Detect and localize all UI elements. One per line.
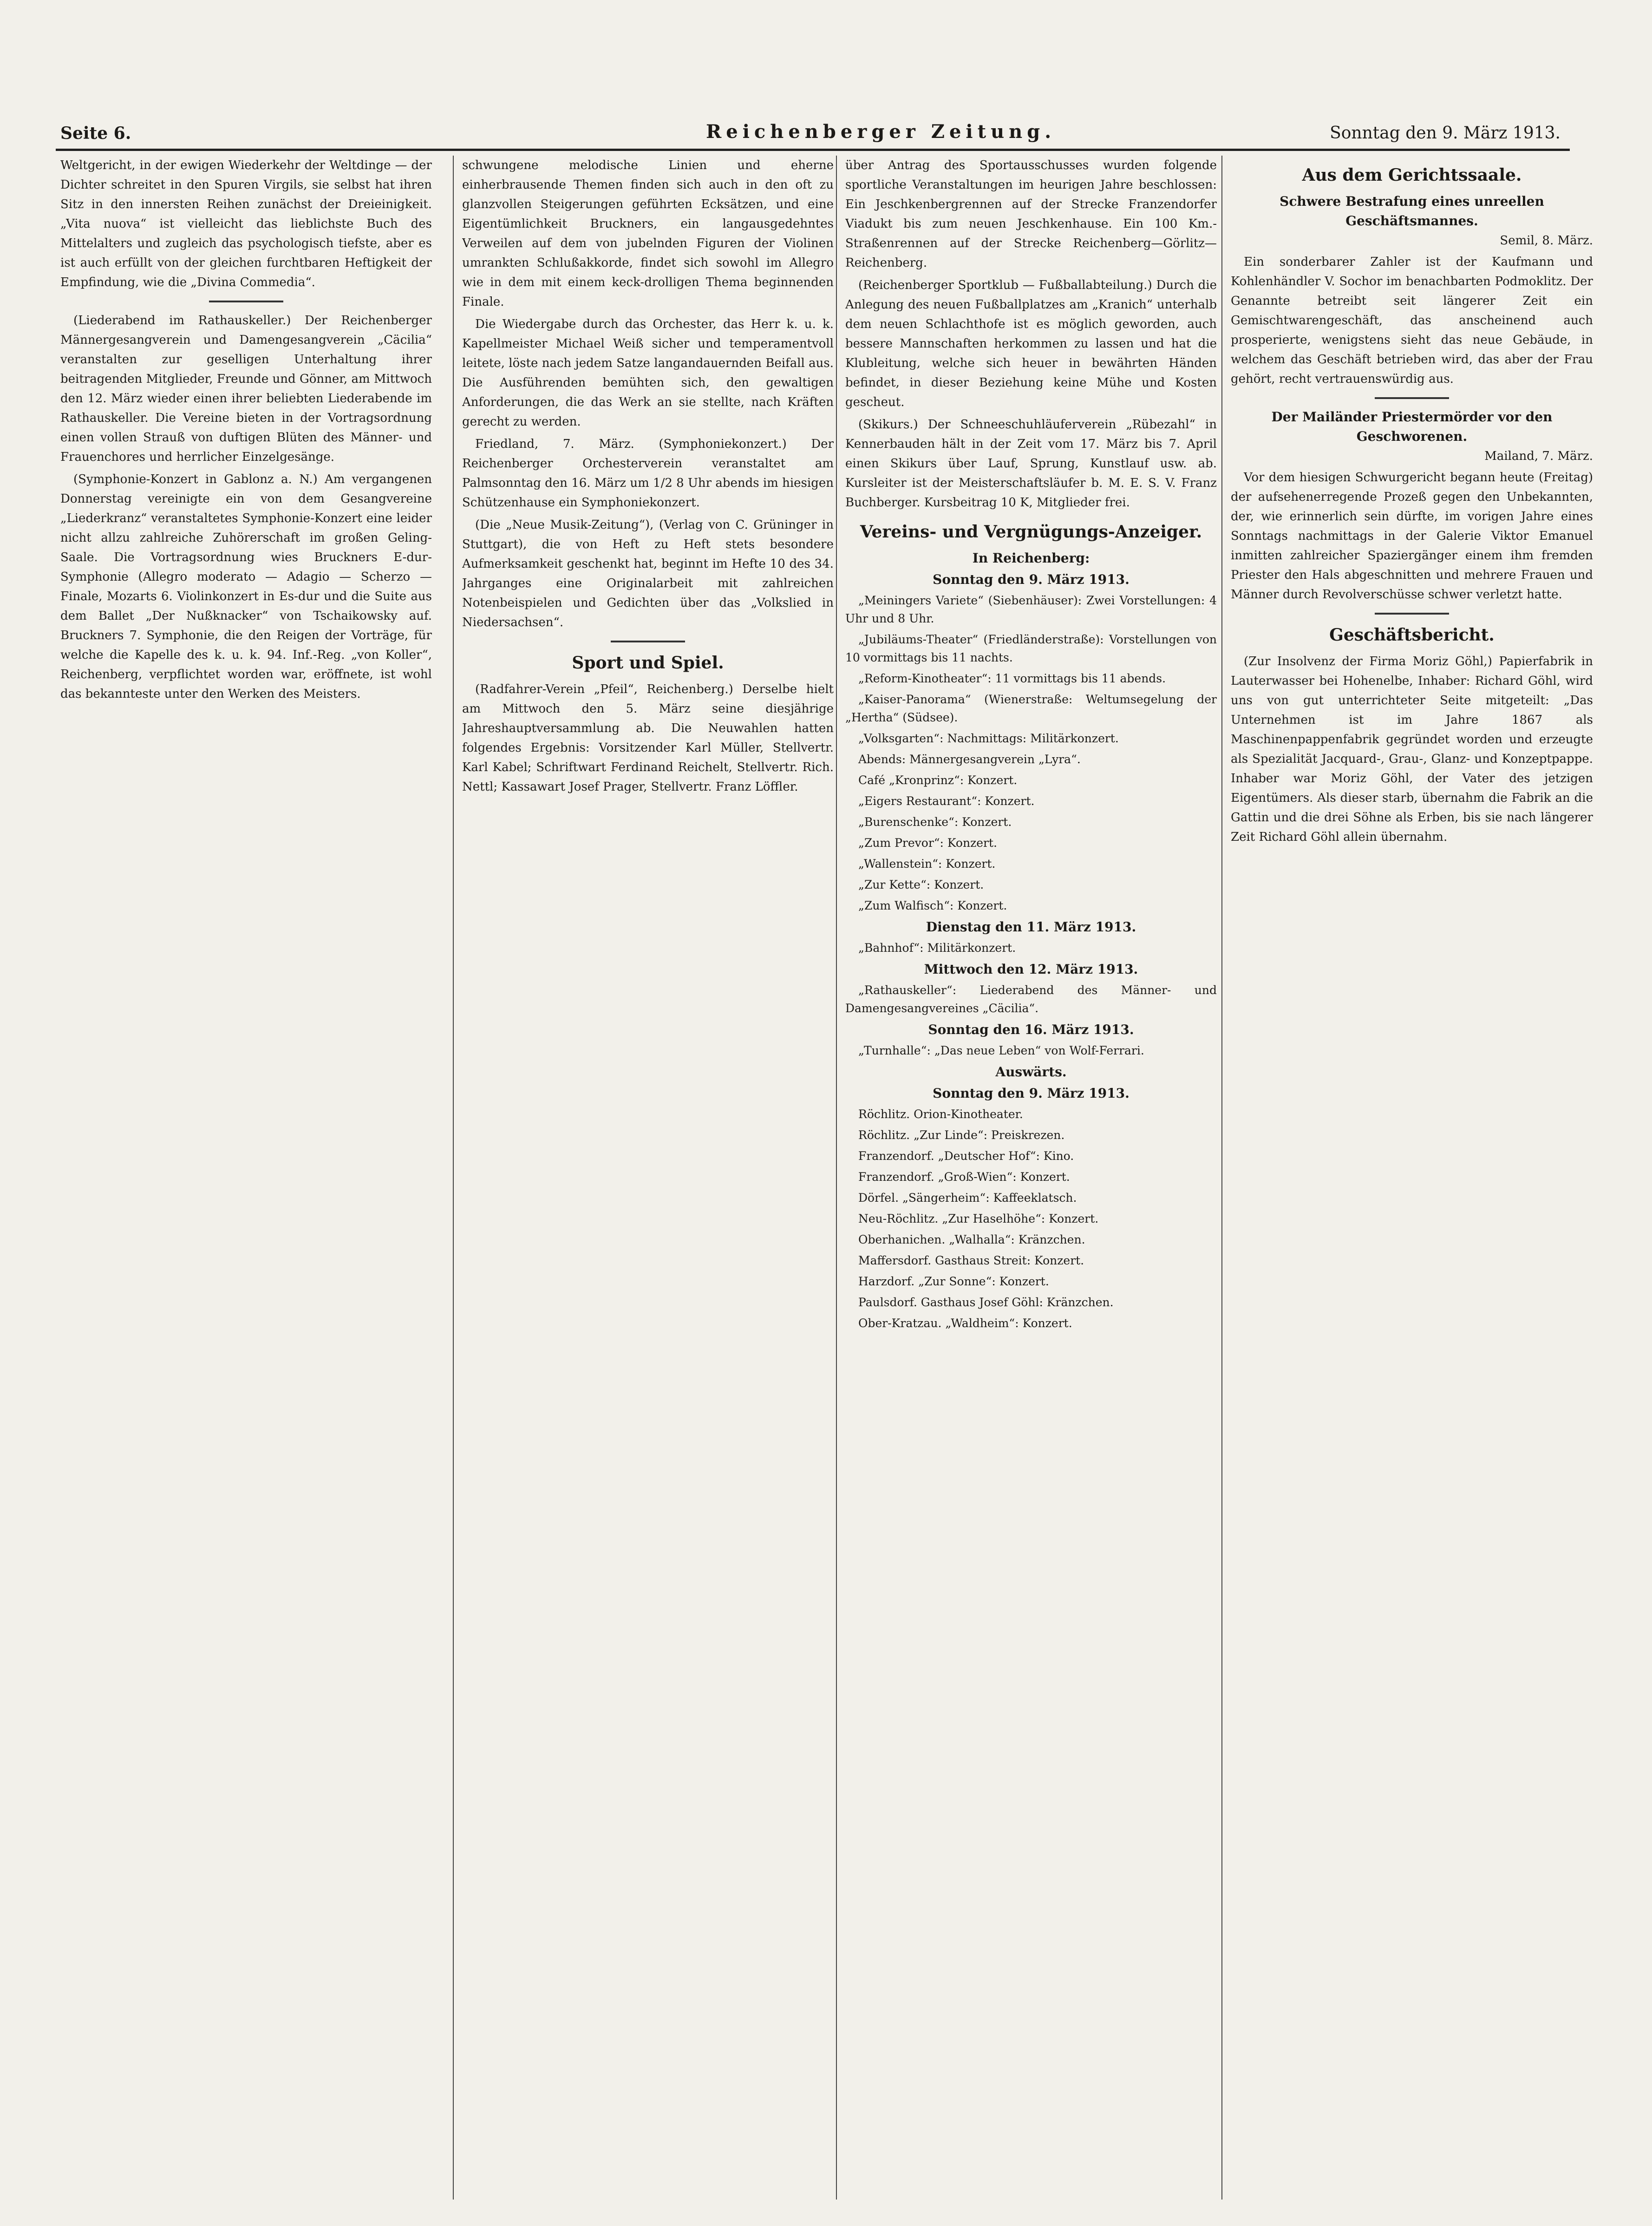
event-item: „Zum Walfisch“: Konzert. (858, 899, 1007, 912)
dateline: Mailand, 7. März. (1484, 449, 1593, 463)
column-1 (60, 156, 432, 2200)
event-day: Sonntag den 9. März 1913. (933, 572, 1130, 587)
event-item: Franzendorf. „Groß-Wien“: Konzert. (858, 1170, 1070, 1184)
section-title-sport: Sport und Spiel. (572, 653, 724, 673)
article-text: schwungene melodische Linien und eherne einherbrausende Themen finden sich auch in den oft zu glanzvollen Steigerungen geführten Ecksätzen, und eine Eigentümlichkeit Bruckners, ein langausgedehntes Verweilen auf dem von jubelnden Figuren der Violinen umrankten Schlußakkorde, findet sich sowohl im Allegro wie in dem mit einem keck-drolligen Thema beginnenden Finale. (462, 158, 834, 309)
article-text: (Symphonie-Konzert in Gablonz a. N.) Am vergangenen Donnerstag vereinigte ein von dem Gesangvereine „Liederkranz“ veranstaltetes Symphonie-Konzert eine leider nicht allzu zahlreiche Zuhörerschaft im großen Geling-Saale. Die Vortragsordnung wies Bruckners E-dur-Symphonie (Allegro moderato — Adagio — Scherzo — Finale, Mozarts 6. Violinkonzert in Es-dur und die Suite aus dem Ballet „Der Nußknacker“ von Tschaikowsky auf. Bruckners 7. Symphonie, die den Reigen der Vorträge, für welche die Kapelle des k. u. k. 94. Inf.-Reg. „von Koller“, Reichenberg, verpflichtet worden war, eröffnete, ist wohl das bekannteste unter den Werken des Meisters. (60, 472, 432, 701)
article-text: Die Wiedergabe durch das Orchester, das Herr k. u. k. Kapellmeister Michael Weiß sicher und temperamentvoll leitete, löste nach jedem Satze langandauernden Beifall aus. Die Ausführenden bemühten sich, den gewaltigen Anforderungen, die das Werk an sie stellte, nach Kräften gerecht zu werden. (462, 317, 834, 429)
column-2 (462, 156, 834, 2200)
event-item: „Meiningers Variete“ (Siebenhäuser): Zwei Vorstellungen: 4 Uhr und 8 Uhr. (845, 594, 1217, 625)
event-list (845, 591, 1217, 915)
article-text: Ein sonderbarer Zahler ist der Kaufmann und Kohlenhändler V. Sochor im benachbarten Podmoklitz. Der Genannte betreibt seit längerer Zeit ein Gemischtwarengeschäft, das anscheinend auch prosperierte, wenigstens sieht das neue Gebäude, in welchem das Geschäft betrieben wird, das aber der Frau gehört, recht vertrauenswürdig aus. (1231, 255, 1593, 386)
separator (611, 641, 685, 642)
article-text: Friedland, 7. März. (Symphoniekonzert.) Der Reichenberger Orchesterverein veranstaltet am Palmsonntag den 16. März um 1/2 8 Uhr abends im hiesigen Schützenhause ein Symphoniekonzert. (462, 437, 834, 510)
event-item: „Burenschenke“: Konzert. (858, 815, 1012, 829)
event-item: „Rathauskeller“: Liederabend des Männer- und Damengesangvereines „Cäcilia“. (845, 983, 1217, 1015)
issue-date: Sonntag den 9. März 1913. (1330, 124, 1561, 143)
column-rule (836, 156, 837, 2200)
article-text: (Skikurs.) Der Schneeschuhläuferverein „Rübezahl“ in Kennerbauden hält in der Zeit vom 17. März bis 7. April einen Skikurs über Lauf, Sprung, Kunstlauf usw. ab. Kursleiter ist der Meisterschaftsläufer b. M. E. S. V. Franz Buchberger. Kursbeitrag 10 K, Mitglieder frei. (845, 418, 1217, 510)
event-item: „Zum Prevor“: Konzert. (858, 836, 997, 850)
event-item: Oberhanichen. „Walhalla“: Kränzchen. (858, 1233, 1085, 1246)
event-item: „Bahnhof“: Militärkonzert. (858, 941, 1016, 955)
location-heading: Auswärts. (995, 1064, 1067, 1080)
event-item: Dörfel. „Sängerheim“: Kaffeeklatsch. (858, 1191, 1077, 1205)
dateline: Semil, 8. März. (1500, 234, 1593, 248)
event-item: Franzendorf. „Deutscher Hof“: Kino. (858, 1149, 1074, 1163)
separator (1375, 613, 1449, 615)
section-title-business: Geschäftsbericht. (1329, 625, 1495, 645)
article-text: über Antrag des Sportausschusses wurden folgende sportliche Veranstaltungen im heurigen Jahre beschlossen: Ein Jeschkenbergrennen auf der Strecke Franzendorfer Viadukt bis zum neuen Jeschkenhause. Ein 100 Km.-Straßenrennen auf der Strecke Reichenberg—Görlitz—Reichenberg. (845, 158, 1217, 270)
article-text: (Die „Neue Musik-Zeitung“), (Verlag von C. Grüninger in Stuttgart), die von Heft zu Heft stets besondere Aufmerksamkeit geschenkt hat, beginnt im Hefte 10 des 34. Jahrganges eine Originalarbeit mit zahlreichen Notenbeispielen und Gedichten über das „Volkslied in Niedersachsen“. (462, 518, 834, 629)
column-3 (845, 156, 1217, 2200)
separator (209, 301, 283, 302)
event-item: „Zur Kette“: Konzert. (858, 878, 984, 891)
separator (1375, 397, 1449, 399)
section-title-court: Aus dem Gerichtssaale. (1302, 165, 1522, 185)
event-item: Paulsdorf. Gasthaus Josef Göhl: Kränzchen. (858, 1296, 1114, 1309)
event-day: Sonntag den 16. März 1913. (928, 1022, 1134, 1037)
event-item: „Eigers Restaurant“: Konzert. (858, 794, 1035, 808)
event-item: „Jubiläums-Theater“ (Friedländerstraße): Vorstellungen von 10 vormittags bis 11 nachts. (845, 633, 1217, 664)
newspaper-title: Reichenberger Zeitung. (706, 121, 1056, 143)
event-item: Röchlitz. Orion-Kinotheater. (858, 1107, 1023, 1121)
article-text: (Radfahrer-Verein „Pfeil“, Reichenberg.) Derselbe hielt am Mittwoch den 5. März seine diesjährige Jahreshauptversammlung ab. Die Neuwahlen hatten folgendes Ergebnis: Vorsitzender Karl Müller, Stellvertr. Karl Kabel; Schriftwart Ferdinand Reichelt, Stellvertr. Rich. Nettl; Kassawart Josef Prager, Stellvertr. Franz Löffler. (462, 682, 834, 794)
event-item: Röchlitz. „Zur Linde“: Preiskrezen. (858, 1128, 1065, 1142)
event-item: Café „Kronprinz“: Konzert. (858, 773, 1018, 787)
event-day: Mittwoch den 12. März 1913. (924, 962, 1138, 977)
event-item: Abends: Männergesangverein „Lyra“. (858, 753, 1081, 766)
event-item: Ober-Kratzau. „Waldheim“: Konzert. (858, 1316, 1072, 1330)
article-text: (Zur Insolvenz der Firma Moriz Göhl,) Papierfabrik in Lauterwasser bei Hohenelbe, Inhaber: Richard Göhl, wird uns von gut unterrichteter Seite mitgeteilt: „Das Unternehmen ist im Jahre 1867 als Maschinenpappenfabrik gegründet worden und erzeugte als Spezialität Jacquard-, Grau-, Glanz- und Konzeptpappe. Inhaber war Moriz Göhl, der Vater des jetzigen Eigentümers. Als dieser starb, übernahm die Fabrik an die Gattin und die drei Söhne als Erben, bis sie nach längerer Zeit Richard Göhl allein übernahm. (1231, 655, 1593, 844)
event-item: „Reform-Kinotheater“: 11 vormittags bis 11 abends. (858, 672, 1166, 685)
article-headline: Schwere Bestrafung eines unreellen Geschäftsmannes. (1280, 194, 1544, 229)
location-heading: In Reichenberg: (972, 550, 1090, 566)
event-item: „Turnhalle“: „Das neue Leben“ von Wolf-Ferrari. (858, 1044, 1144, 1057)
article-headline: Der Mailänder Priestermörder vor den Geschworenen. (1271, 409, 1553, 444)
column-4 (1231, 156, 1593, 2200)
column-rule (453, 156, 454, 2200)
article-text: (Liederabend im Rathauskeller.) Der Reichenberger Männergesangverein und Damengesangverein „Cäcilia“ veranstalten zur geselligen Unterhaltung ihrer beitragenden Mitglieder, Freunde und Gönner, am Mittwoch den 12. März wieder einen ihrer beliebten Liederabende im Rathauskeller. Die Vereine bieten in der Vortragsordnung einen vollen Strauß von duftigen Blüten des Männer- und Frauenchores und herrlicher Einzelgesänge. (60, 314, 432, 464)
event-item: „Kaiser-Panorama“ (Wienerstraße: Weltumsegelung der „Hertha“ (Südsee). (845, 693, 1217, 724)
event-item: Maffersdorf. Gasthaus Streit: Konzert. (858, 1254, 1084, 1267)
column-rule (1221, 156, 1222, 2200)
event-item: „Wallenstein“: Konzert. (858, 857, 996, 871)
section-title-anzeiger: Vereins- und Vergnügungs-Anzeiger. (860, 522, 1202, 542)
article-text: Vor dem hiesigen Schwurgericht begann heute (Freitag) der aufsehenerregende Prozeß gegen den Unbekannten, der, wie erinnerlich sein dürfte, im vorigen Jahre eines Sonntags nachmittags in der Galerie Viktor Emanuel inmitten zahlreicher Spaziergänger einem ihm fremden Priester den Hals abgeschnitten und mehrere Frauen und Männer durch Revolverschüsse schwer verletzt hatte. (1231, 471, 1593, 602)
event-day: Sonntag den 9. März 1913. (933, 1086, 1130, 1101)
event-item: Harzdorf. „Zur Sonne“: Konzert. (858, 1275, 1049, 1288)
article-text: Weltgericht, in der ewigen Wiederkehr der Weltdinge — der Dichter schreitet in den Spuren Virgils, sie selbst hat ihren Sitz in den innersten Reihen zunächst der Dreieinigkeit. „Vita nuova“ ist vielleicht das lieblichste Buch des Mittelalters und zugleich das psychologisch tiefste, aber es ist auch erfüllt von der gleichen furchtbaren Heftigkeit der Empfindung, wie die „Divina Commedia“. (60, 158, 432, 289)
event-day: Dienstag den 11. März 1913. (926, 919, 1136, 935)
article-text: (Reichenberger Sportklub — Fußballabteilung.) Durch die Anlegung des neuen Fußballplatzes am „Kranich“ unterhalb dem neuen Schlachthofe ist es möglich geworden, auch bessere Mannschaften herkommen zu lassen und hat die Klubleitung, welche sich heuer in bewährten Händen befindet, in dieser Beziehung keine Mühe und Kosten gescheut. (845, 278, 1217, 409)
page-header (56, 116, 1570, 151)
event-item: „Volksgarten“: Nachmittags: Militärkonzert. (858, 732, 1119, 745)
event-item: Neu-Röchlitz. „Zur Haselhöhe“: Konzert. (858, 1212, 1099, 1225)
page-number: Seite 6. (60, 124, 131, 143)
